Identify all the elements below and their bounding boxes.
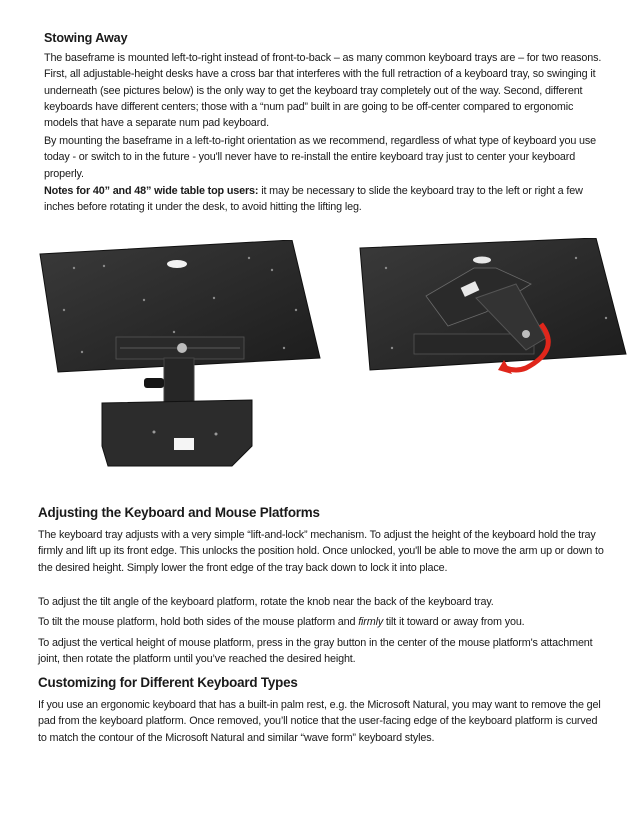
adjusting-paragraph-1: The keyboard tray adjusts with a very simple “lift-and-lock” mechanism. To adjust the height of the keyboard hold the tray firmly and lift up its front edge. This unlocks the position hold. Once unlocked, you'll be able to move the arm up or down to the desired height. Simply lower the front edge of the tray back down to lock it into place.: [38, 529, 604, 574]
section-heading-stowing: Stowing Away: [44, 31, 128, 45]
tilt-text-start: To tilt the mouse platform, hold both sides of the mouse platform and: [38, 616, 359, 628]
tilt-text-end: tilt it toward or away from you.: [383, 616, 525, 628]
stowing-paragraph-2: By mounting the baseframe in a left-to-right orientation as we recommend, regardless of what type of keyboard you use today - or switch to in the future - you'll never have to re-install the entire keyboard tray just to center your keyboard properly.: [44, 135, 596, 180]
adjusting-paragraph-3: [38, 614, 604, 630]
notes-text: it may be necessary to slide the keyboard tray to the left or right a few inches before rotating it under the desk, to avoid hitting the lifting leg.: [44, 185, 583, 214]
section-heading-customizing: Customizing for Different Keyboard Types: [38, 675, 298, 690]
adjusting-paragraph-2: To adjust the tilt angle of the keyboard platform, rotate the knob near the back of the keyboard tray.: [38, 596, 494, 608]
adjusting-paragraph-4: To adjust the vertical height of mouse platform, press in the gray button in the center of the mouse platform's attachment joint, then rotate the platform until you’ve reached the desired height.: [38, 637, 593, 666]
notes-label: Notes for 40” and 48” wide table top users:: [44, 185, 259, 197]
stowing-notes: [44, 183, 610, 216]
tilt-text-emphasis: firmly: [358, 616, 384, 628]
photo-tray-stowed: [356, 238, 632, 384]
stowing-paragraph-1: The baseframe is mounted left-to-right instead of front-to-back – as many common keyboard trays are – for two reasons. First, all adjustable-height desks have a cross bar that interferes with the full retraction of a keyboard tray, so swinging it underneath (see pictures below) is the only way to get the keyboard tray completely out of the way. Second, different keyboards have different centers; those with a “num pad” built in are going to be off-center compared to ergonomic models that have a separate num pad keyboard.: [44, 52, 602, 130]
photo-tray-extended: [34, 240, 322, 472]
section-heading-adjusting: Adjusting the Keyboard and Mouse Platforms: [38, 505, 320, 520]
customizing-paragraph-1: If you use an ergonomic keyboard that has a built-in palm rest, e.g. the Microsoft Natural, you may want to remove the gel pad from the keyboard platform. Once removed, you’ll notice that the user-facing edge of the keyboard platform is curved to match the contour of the Microsoft Natural and similar “wave form” keyboard styles.: [38, 699, 601, 744]
